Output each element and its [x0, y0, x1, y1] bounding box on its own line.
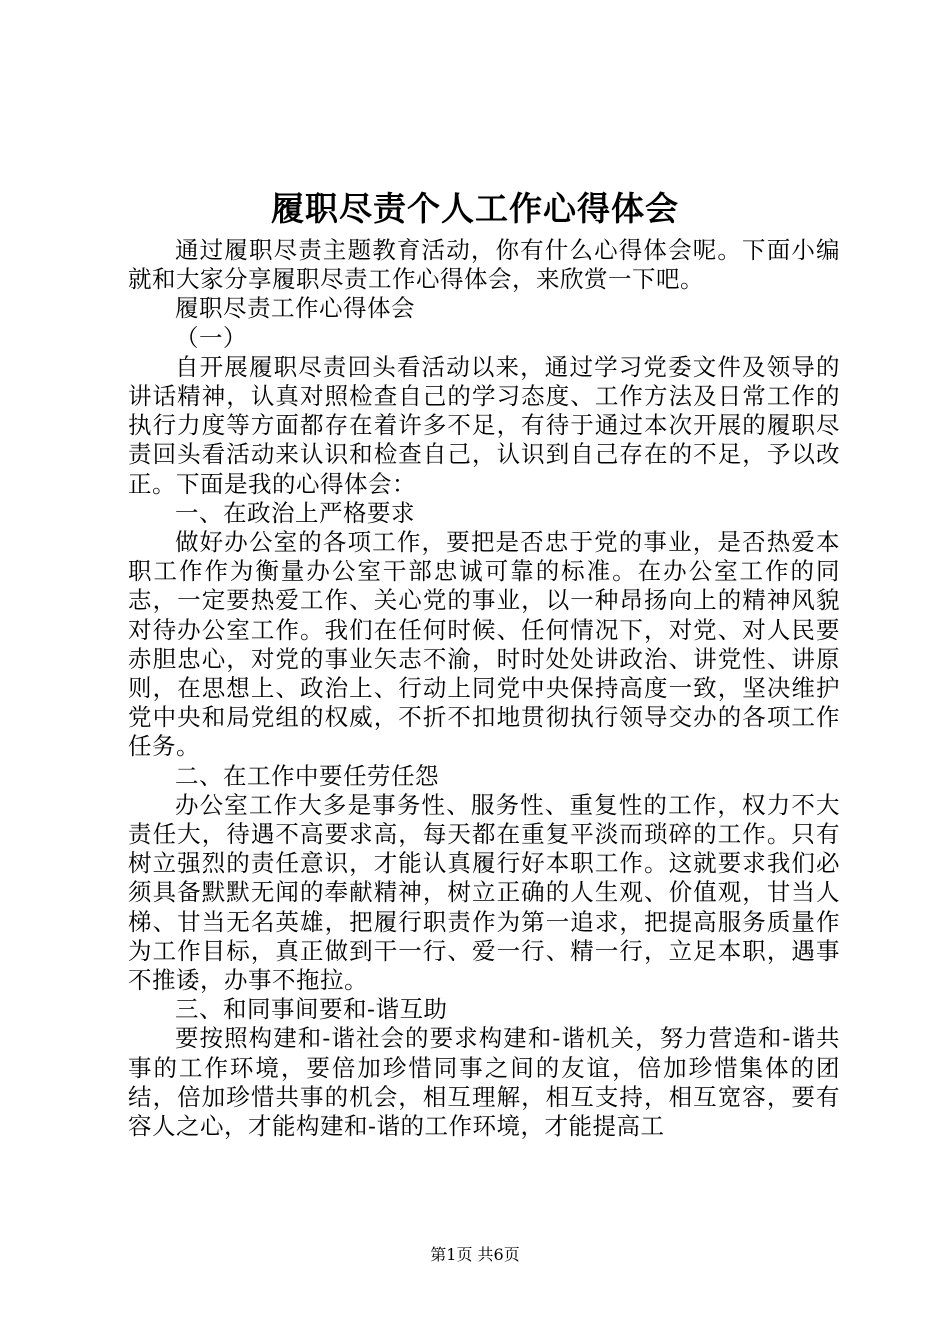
section-heading: 履职尽责工作心得体会	[175, 294, 415, 323]
subheading-1: 一、在政治上严格要求	[175, 498, 415, 527]
body-paragraph: 要按照构建和-谐社会的要求构建和-谐机关，努力营造和-谐共事的工作环境，要倍加珍惜同事之间的友谊，倍加珍惜集体的团结，倍加珍惜共事的机会，相互理解，相互支持，相互宽容，要有容人之心，才能构建和-谐的工作环境，才能提高工	[128, 1024, 840, 1141]
body-paragraph: 办公室工作大多是事务性、服务性、重复性的工作，权力不大责任大，待遇不高要求高，每天都在重复平淡而琐碎的工作。只有树立强烈的责任意识，才能认真履行好本职工作。这就要求我们必须具备默默无闻的奉献精神，树立正确的人生观、价值观，甘当人梯、甘当无名英雄，把履行职责作为第一追求，把提高服务质量作为工作目标，真正做到干一行、爱一行、精一行，立足本职，遇事不推诿，办事不拖拉。	[128, 790, 840, 995]
subheading-2: 二、在工作中要任劳任怨	[175, 761, 439, 790]
part-number: （一）	[175, 323, 247, 352]
document-title: 履职尽责个人工作心得体会	[271, 189, 679, 228]
page-footer: 第1页 共6页	[430, 1245, 520, 1264]
intro-paragraph: 通过履职尽责主题教育活动，你有什么心得体会呢。下面小编就和大家分享履职尽责工作心得体会，来欣赏一下吧。	[128, 236, 840, 294]
subheading-3: 三、和同事间要和-谐互助	[175, 995, 448, 1024]
document-body	[128, 236, 840, 1141]
body-paragraph: 做好办公室的各项工作，要把是否忠于党的事业，是否热爱本职工作作为衡量办公室干部忠诚可靠的标准。在办公室工作的同志，一定要热爱工作、关心党的事业，以一种昂扬向上的精神风貌对待办公室工作。我们在任何时候、任何情况下，对党、对人民要赤胆忠心，对党的事业矢志不渝，时时处处讲政治、讲党性、讲原则，在思想上、政治上、行动上同党中央保持高度一致，坚决维护党中央和局党组的权威，不折不扣地贯彻执行领导交办的各项工作任务。	[128, 528, 840, 761]
body-paragraph: 自开展履职尽责回头看活动以来，通过学习党委文件及领导的讲话精神，认真对照检查自己的学习态度、工作方法及日常工作的执行力度等方面都存在着许多不足，有待于通过本次开展的履职尽责回头看活动来认识和检查自己，认识到自己存在的不足，予以改正。下面是我的心得体会：	[128, 352, 840, 498]
